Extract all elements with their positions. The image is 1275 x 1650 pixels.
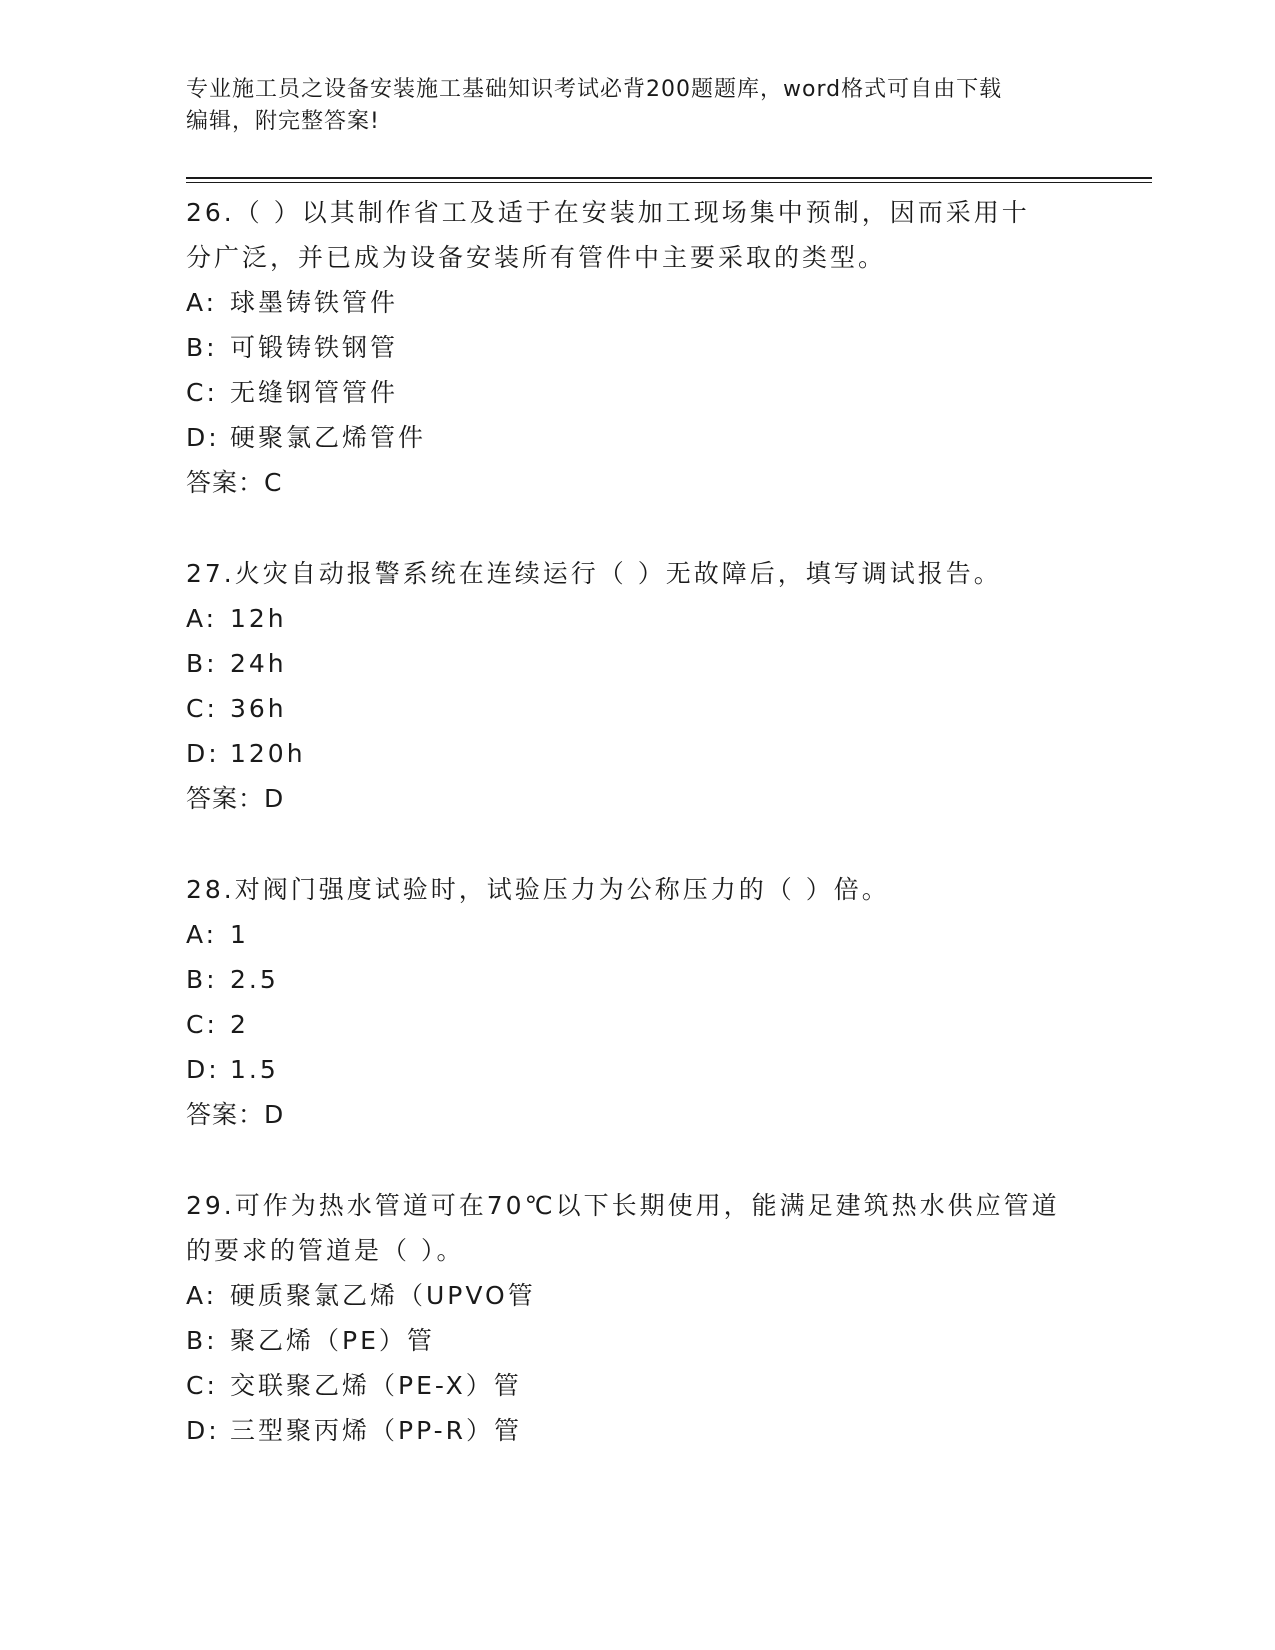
option-text: 三型聚丙烯（PP-R）管 <box>230 1416 522 1445</box>
option-text: 12h <box>230 604 287 633</box>
option-letter: B: <box>186 649 218 678</box>
option-letter: C: <box>186 378 218 407</box>
option-text: 硬质聚氯乙烯（UPVO管 <box>230 1281 536 1310</box>
option-text: 硬聚氯乙烯管件 <box>230 423 427 452</box>
answer: 答案：D <box>186 784 285 813</box>
option-letter: D: <box>186 1416 220 1445</box>
option-b <box>186 1318 1086 1363</box>
option-text: 1 <box>230 920 249 949</box>
option-letter: B: <box>186 1326 218 1355</box>
option-a <box>186 1273 1086 1318</box>
option-text: 可锻铸铁钢管 <box>230 333 399 362</box>
document-header <box>186 74 1066 138</box>
question-stem-line-1: 29.可作为热水管道可在70℃以下长期使用，能满足建筑热水供应管道 <box>186 1191 1060 1220</box>
option-c <box>186 1363 1086 1408</box>
option-a <box>186 912 1086 957</box>
option-letter: D: <box>186 423 220 452</box>
option-letter: A: <box>186 604 218 633</box>
answer: 答案：C <box>186 468 283 497</box>
option-d <box>186 731 1086 776</box>
option-text: 2.5 <box>230 965 279 994</box>
option-letter: B: <box>186 965 218 994</box>
option-letter: C: <box>186 694 218 723</box>
question-list <box>186 190 1086 1499</box>
option-letter: D: <box>186 1055 220 1084</box>
option-letter: C: <box>186 1371 218 1400</box>
option-letter: C: <box>186 1010 218 1039</box>
question-stem-line-2: 的要求的管道是（ ）。 <box>186 1236 465 1265</box>
question-stem-line-1: 28.对阀门强度试验时，试验压力为公称压力的（ ）倍。 <box>186 875 890 904</box>
option-letter: B: <box>186 333 218 362</box>
question-stem-line-1: 26.（ ）以其制作省工及适于在安装加工现场集中预制，因而采用十 <box>186 198 1030 227</box>
option-text: 36h <box>230 694 287 723</box>
option-letter: A: <box>186 1281 218 1310</box>
option-c <box>186 370 1086 415</box>
answer: 答案：D <box>186 1100 285 1129</box>
option-c <box>186 686 1086 731</box>
option-letter: A: <box>186 288 218 317</box>
header-divider-thick <box>186 177 1152 179</box>
option-letter: D: <box>186 739 220 768</box>
header-line-1: 专业施工员之设备安装施工基础知识考试必背200题题库，word格式可自由下载 <box>186 77 1003 102</box>
option-text: 球墨铸铁管件 <box>230 288 399 317</box>
question-28 <box>186 867 1086 1137</box>
option-a <box>186 280 1086 325</box>
question-29 <box>186 1183 1086 1453</box>
option-text: 交联聚乙烯（PE-X）管 <box>230 1371 522 1400</box>
option-text: 无缝钢管管件 <box>230 378 399 407</box>
option-b <box>186 957 1086 1002</box>
header-divider-thin <box>186 182 1152 183</box>
option-c <box>186 1002 1086 1047</box>
option-b <box>186 325 1086 370</box>
option-text: 1.5 <box>230 1055 279 1084</box>
option-a <box>186 596 1086 641</box>
option-text: 120h <box>230 739 306 768</box>
option-letter: A: <box>186 920 218 949</box>
option-b <box>186 641 1086 686</box>
question-27 <box>186 551 1086 821</box>
option-text: 24h <box>230 649 287 678</box>
option-text: 聚乙烯（PE）管 <box>230 1326 435 1355</box>
option-d <box>186 1047 1086 1092</box>
question-stem-line-1: 27.火灾自动报警系统在连续运行（ ）无故障后，填写调试报告。 <box>186 559 1002 588</box>
option-text: 2 <box>230 1010 249 1039</box>
header-line-2: 编辑，附完整答案! <box>186 109 380 134</box>
option-d <box>186 1408 1086 1453</box>
question-stem-line-2: 分广泛，并已成为设备安装所有管件中主要采取的类型。 <box>186 243 887 272</box>
option-d <box>186 415 1086 460</box>
question-26 <box>186 190 1086 505</box>
